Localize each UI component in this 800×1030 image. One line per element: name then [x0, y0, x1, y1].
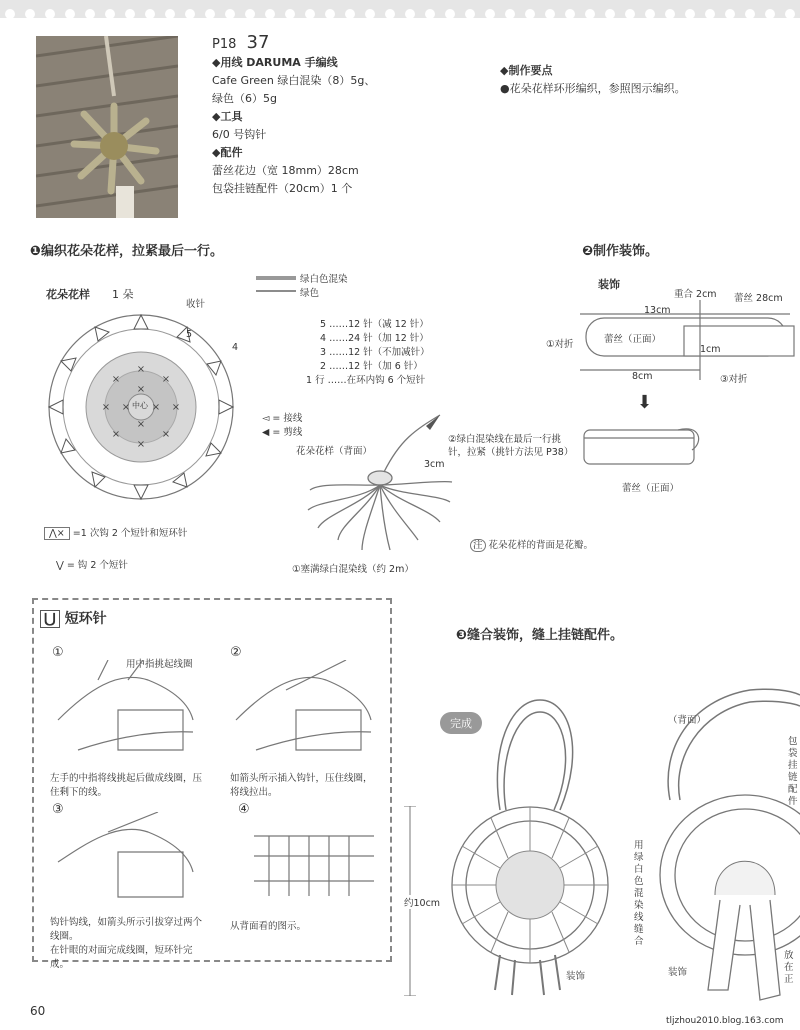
fold3-label: ③对折 — [720, 374, 748, 385]
section1-title: ❶编织花朵花样，拉紧最后一行。 — [30, 244, 224, 259]
box-title: 短环针 — [64, 611, 107, 627]
site-watermark: tljzhou2010.blog.163.com — [666, 1016, 784, 1026]
yarn-line: 绿色（6）5g — [212, 92, 277, 105]
lace-loop-drawing — [580, 300, 800, 390]
cut-arrow-icon: ◀ — [262, 427, 270, 438]
chart-count: 1 朵 — [112, 288, 134, 301]
double-sc-loop-symbol-icon: ⋀× — [44, 527, 70, 540]
center-label: 中心 — [132, 401, 148, 410]
join-legend — [262, 410, 302, 424]
deco-b-label: 装饰 — [668, 967, 688, 978]
page-ref-line — [212, 34, 375, 54]
points-block — [500, 62, 686, 98]
short-loop-symbol-icon: ⋃ — [40, 610, 60, 628]
parts-line: 蕾丝花边（宽 18mm）28cm — [212, 164, 359, 177]
header-block — [212, 34, 375, 198]
symbol2-legend — [56, 557, 128, 571]
symbol1-label: =1 次钩 2 个短针和短环针 — [72, 528, 188, 539]
step1-note: 用中指挑起线圈 — [126, 659, 193, 670]
round5-label: 5 — [186, 329, 193, 340]
lace28-label: 蕾丝 28cm — [734, 293, 783, 304]
cm13-label: 13cm — [644, 305, 671, 316]
note-line — [470, 537, 593, 551]
yarn-title: ◆用线 DARUMA 手编线 — [212, 56, 338, 69]
svg-text:×: × — [171, 402, 181, 413]
double-sc-symbol-icon: ⋁ — [56, 560, 64, 571]
svg-text:×: × — [151, 402, 161, 413]
sew-note: 用绿白色混染线缝合 — [634, 840, 644, 947]
row-item: 1 行 ……在环内钩 6 个短针 — [306, 375, 426, 386]
step2-text: 如箭头所示插入钩针，压住线圈，将线拉出。 — [230, 773, 373, 798]
round4-label: 4 — [232, 342, 239, 353]
svg-text:×: × — [161, 374, 171, 385]
svg-text:×: × — [136, 439, 146, 450]
yarn-line: Cafe Green 绿白混染（8）5g、 — [212, 74, 376, 87]
row-item: 3 ……12 针（不加减针） — [320, 347, 430, 358]
svg-text:×: × — [111, 374, 121, 385]
points-line: ●花朵花样环形编织，参照图示编织。 — [500, 82, 686, 95]
step2-hand-drawing — [226, 660, 376, 766]
cm3-label: 3cm — [424, 459, 445, 470]
legend-lines — [256, 272, 300, 296]
step1-text: 左手的中指将线挑起后做成线圈，压住剩下的线。 — [50, 773, 203, 798]
svg-text:×: × — [111, 429, 121, 440]
step2-num: ② — [230, 645, 242, 660]
tool-line: 6/0 号钩针 — [212, 128, 267, 141]
parts-line: 包袋挂链配件（20cm）1 个 — [212, 182, 353, 195]
deco-a-label: 装饰 — [566, 971, 586, 982]
cut-label: = 剪线 — [272, 427, 303, 438]
lace-pattern — [0, 0, 800, 18]
step4-num: ④ — [238, 802, 250, 817]
fill-note: ①塞满绿白混染线（约 2m） — [292, 564, 414, 575]
step1-hand-drawing — [48, 660, 198, 766]
cut-legend — [262, 424, 302, 438]
back-label: 花朵花样（背面） — [296, 446, 373, 457]
svg-text:×: × — [136, 384, 146, 395]
points-title: ◆制作要点 — [500, 64, 553, 77]
tool-title: ◆工具 — [212, 110, 243, 123]
cm8-label: 8cm — [632, 371, 653, 382]
overlap-label: 重合 2cm — [674, 289, 717, 300]
symbol2-label: = 钩 2 个短针 — [66, 560, 128, 571]
size-label: 约10cm — [404, 895, 440, 909]
lace-front2-label: 蕾丝（正面） — [622, 483, 680, 494]
back-flower-drawing — [650, 670, 800, 1010]
step4-back-drawing — [254, 826, 374, 906]
photo-flower-illustration — [36, 36, 178, 218]
chart-label: 花朵花样 — [46, 288, 90, 301]
deco-label: 装饰 — [598, 278, 620, 291]
section2-title: ❷制作装饰。 — [582, 244, 659, 259]
row-item: 4 ……24 针（加 12 针） — [320, 333, 429, 344]
done-badge: 完成 — [440, 712, 482, 734]
cm1-label: 1cm — [700, 344, 721, 355]
row-list — [306, 318, 430, 388]
svg-text:×: × — [136, 364, 146, 375]
step3-text — [50, 916, 210, 972]
page-ref: P18 — [212, 37, 237, 52]
parts-title: ◆配件 — [212, 146, 243, 159]
svg-text:×: × — [136, 419, 146, 430]
item-number: 37 — [246, 32, 270, 53]
join-label: = 接线 — [272, 413, 303, 424]
pull-note: ②绿白混染线在最后一行挑针，拉紧（挑针方法见 P38） — [448, 434, 574, 458]
symbol1-legend — [44, 525, 187, 539]
step3-text-line: 钩针钩线，如箭头所示引拔穿过两个线圈。 — [50, 917, 203, 942]
note-text: 花朵花样的背面是花瓣。 — [488, 540, 594, 551]
legend-mixed: 绿白色混染 — [300, 274, 348, 285]
product-photo — [36, 36, 178, 218]
svg-text:×: × — [121, 402, 131, 413]
fold1-label: ①对折 — [546, 339, 574, 350]
flower-back-drawing — [300, 410, 470, 560]
folded-lace-drawing — [580, 424, 710, 474]
step3-num: ③ — [52, 802, 64, 817]
step4-text: 从背面看的图示。 — [230, 921, 307, 932]
lace-border — [0, 0, 800, 18]
section3-title: ❸缝合装饰，缝上挂链配件。 — [456, 628, 624, 643]
step3-text-line: 在针眼的对面完成线圈，短环针完成。 — [50, 945, 193, 970]
page-number: 60 — [30, 1004, 46, 1018]
row-item: 2 ……12 针（加 6 针） — [320, 361, 423, 372]
place-note: 放在正 — [784, 950, 794, 985]
chain-note: 包袋挂链配件 — [788, 736, 798, 807]
back-view-label: （背面） — [668, 715, 707, 726]
join-arrow-icon: ◅ — [262, 413, 270, 424]
finished-flower-drawing — [440, 690, 620, 1010]
row-item: 5 ……12 针（减 12 针） — [320, 319, 429, 330]
legend-green: 绿色 — [300, 288, 320, 299]
box-title-line — [40, 608, 107, 628]
svg-text:×: × — [161, 429, 171, 440]
finish-label: 收针 — [186, 299, 206, 310]
note-mark: 注 — [470, 539, 486, 552]
svg-text:×: × — [101, 402, 111, 413]
down-arrow-icon: ⬇ — [637, 392, 653, 413]
lace-front-label: 蕾丝（正面） — [604, 334, 662, 345]
step1-num: ① — [52, 645, 64, 660]
step3-hand-drawing — [48, 812, 198, 908]
